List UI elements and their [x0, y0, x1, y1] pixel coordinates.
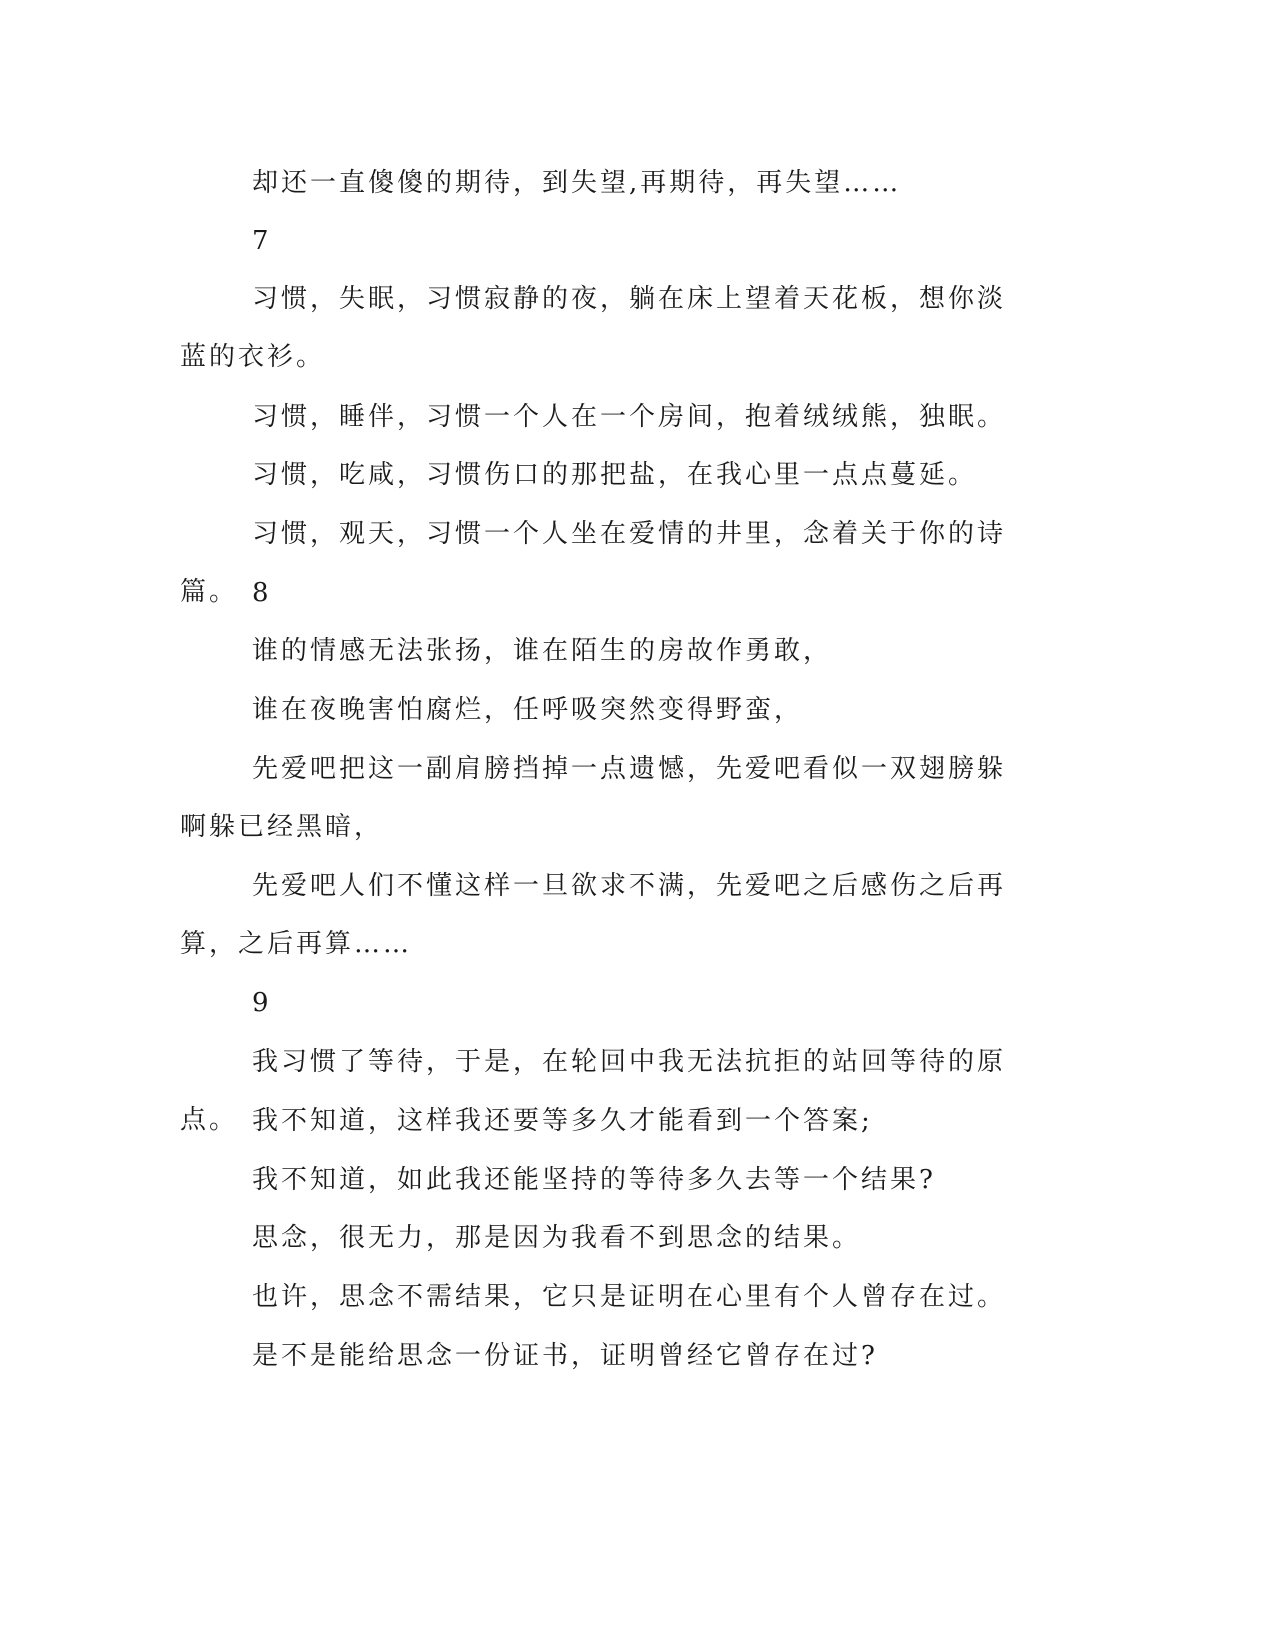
paragraph-love-first-later: 先爱吧人们不懂这样一旦欲求不满，先爱吧之后感伤之后再算，之后再算…… — [180, 871, 1007, 959]
paragraph-habit-salt: 习惯，吃咸，习惯伤口的那把盐，在我心里一点点蔓延。 — [252, 460, 978, 490]
section-number-9: 9 — [252, 988, 269, 1018]
paragraph-used-to-waiting: 我习惯了等待，于是，在轮回中我无法抗拒的站回等待的原点。 — [180, 1047, 1007, 1135]
paragraph-habit-sleep-alone: 习惯，睡伴，习惯一个人在一个房间，抱着绒绒熊，独眠。 — [252, 402, 1007, 432]
paragraph-habit-insomnia: 习惯，失眠，习惯寂静的夜，躺在床上望着天花板，想你淡蓝的衣衫。 — [180, 284, 1007, 372]
paragraph-dont-know-answer: 我不知道，这样我还要等多久才能看到一个答案; — [252, 1106, 873, 1136]
paragraph-habit-sky: 习惯，观天，习惯一个人坐在爱情的井里，念着关于你的诗篇。 — [180, 519, 1007, 607]
paragraph-maybe-no-result: 也许，思念不需结果，它只是证明在心里有个人曾存在过。 — [252, 1282, 1007, 1312]
paragraph-waiting-disappointment: 却还一直傻傻的期待，到失望,再期待，再失望…… — [252, 168, 902, 198]
paragraph-certificate: 是不是能给思念一份证书，证明曾经它曾存在过? — [252, 1341, 878, 1371]
section-number-8: 8 — [252, 578, 269, 608]
paragraph-dont-know-result: 我不知道，如此我还能坚持的等待多久去等一个结果? — [252, 1165, 936, 1195]
paragraph-night-fear: 谁在夜晚害怕腐烂，任呼吸突然变得野蛮， — [252, 695, 804, 725]
paragraph-whose-emotion: 谁的情感无法张扬，谁在陌生的房故作勇敢， — [252, 636, 833, 666]
section-number-7: 7 — [252, 226, 269, 256]
paragraph-love-first-shoulder: 先爱吧把这一副肩膀挡掉一点遗憾，先爱吧看似一双翅膀躲啊躲已经黑暗， — [180, 754, 1007, 842]
paragraph-missing-powerless: 思念，很无力，那是因为我看不到思念的结果。 — [252, 1223, 862, 1253]
